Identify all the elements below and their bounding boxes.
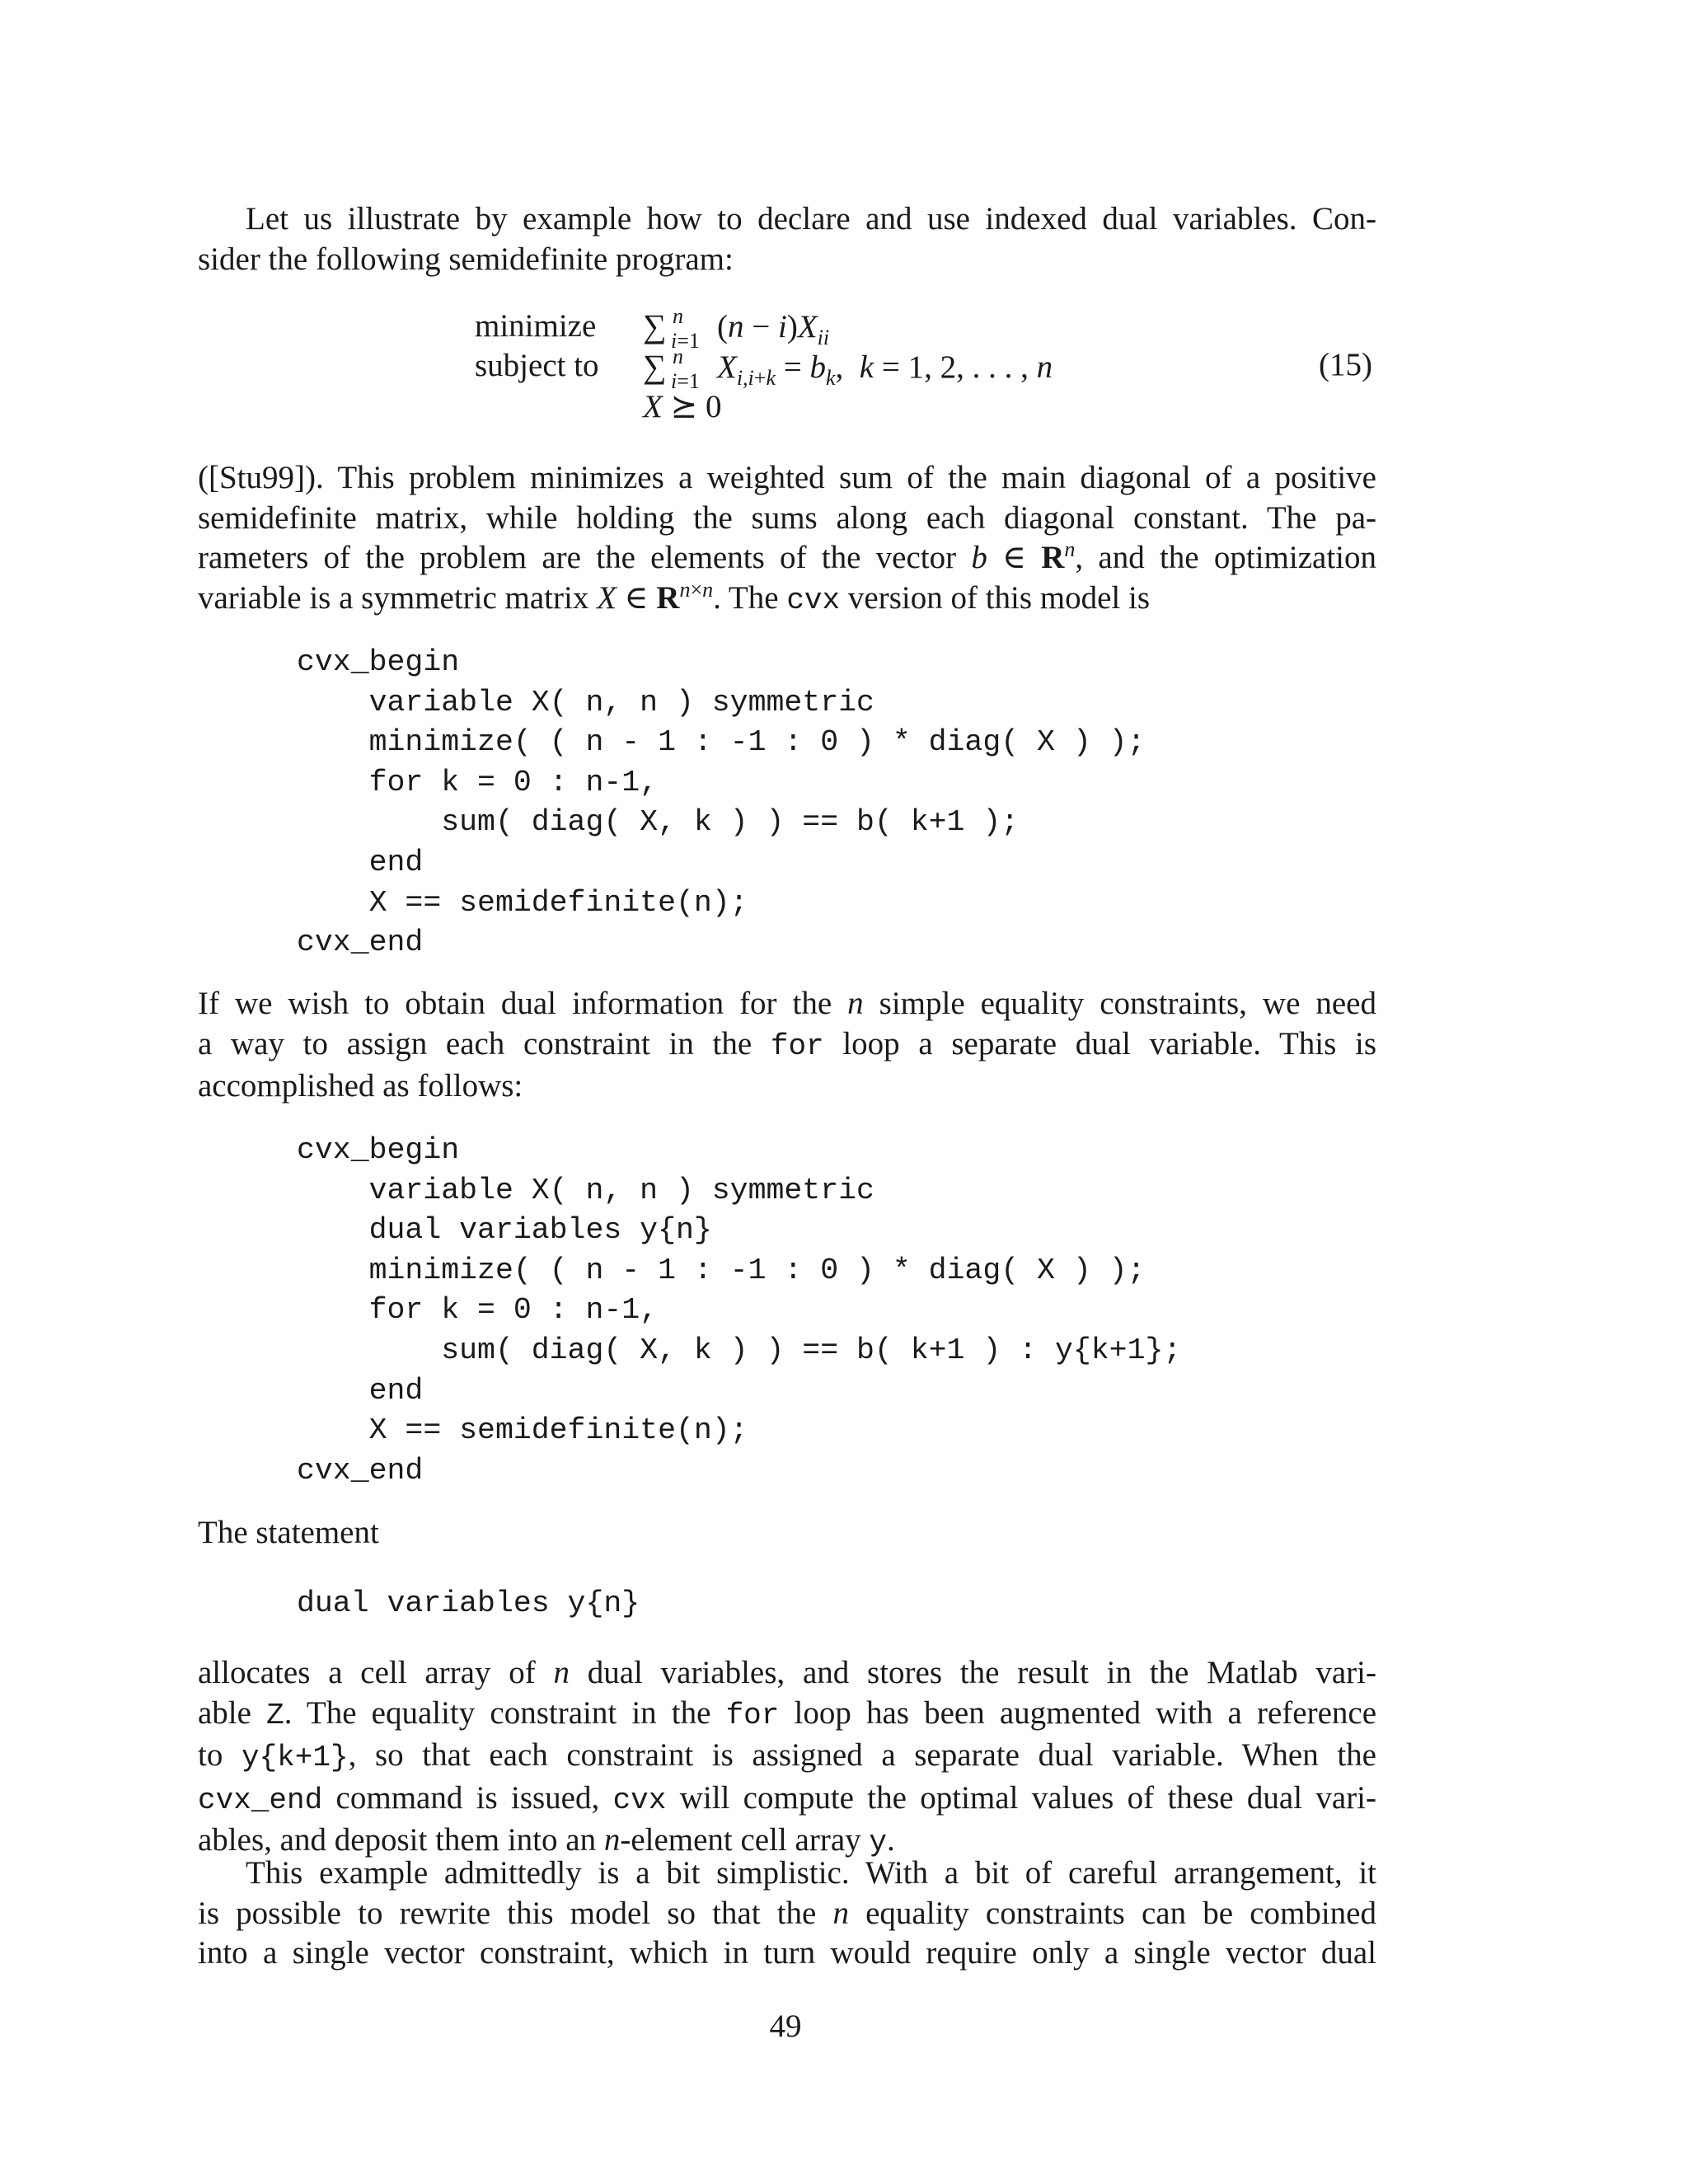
text-line: ables, and deposit them into an n-element cell array y. xyxy=(198,1822,895,1859)
summation-symbol: ∑ n i=1 xyxy=(643,344,700,393)
code-line: end xyxy=(297,1373,424,1408)
summation-symbol: ∑ n i=1 xyxy=(643,304,700,353)
equation-body xyxy=(643,304,1053,427)
text-line: This example admittedly is a bit simplistic. With a bit of careful arrangement, it xyxy=(246,1855,1376,1891)
objective-expression: ∑ n i=1 $(n - i)X_{ii}$ xyxy=(643,304,830,353)
text-line: ([Stu99]). This problem minimizes a weighted sum of the main diagonal of a positive xyxy=(198,460,1376,495)
text-line: allocates a cell array of n dual variables, and stores the result in the Matlab vari- xyxy=(198,1655,1376,1690)
constraint-label: subject to xyxy=(475,348,599,383)
statement-paragraph xyxy=(198,1513,1376,1554)
code-line: variable X( n, n ) symmetric xyxy=(297,1173,874,1207)
code-line: for k = 0 : n-1, xyxy=(297,1293,659,1328)
code-line: for k = 0 : n-1, xyxy=(297,765,659,799)
closing-paragraph xyxy=(198,1854,1376,1974)
text-line: able Z. The equality constraint in the for loop has been augmented with a reference xyxy=(198,1694,1377,1732)
psd-constraint: X ⪰ 0 xyxy=(643,389,722,424)
text-line: accomplished as follows: xyxy=(198,1068,523,1104)
constraint-expression: ∑ n i=1 $X_{i,i+k} = b_k$, k = 1, 2, . . . , n xyxy=(643,344,1053,393)
code-line: minimize( ( n - 1 : -1 : 0 ) * diag( X ) ); xyxy=(297,725,1146,760)
code-line: cvx_end xyxy=(297,1453,424,1488)
code-line: dual variables y{n} xyxy=(297,1586,640,1620)
code-line: X == semidefinite(n); xyxy=(297,885,748,920)
code-block-model xyxy=(297,643,1145,963)
text-line: into a single vector constraint, which in turn would require only a single vector dual xyxy=(198,1935,1376,1971)
equation-labels xyxy=(475,307,599,386)
code-line: minimize( ( n - 1 : -1 : 0 ) * diag( X ) ); xyxy=(297,1253,1146,1287)
text-line: The statement xyxy=(198,1515,379,1550)
objective-label: minimize xyxy=(475,308,597,344)
code-line: cvx_begin xyxy=(297,645,460,679)
code-line: X == semidefinite(n); xyxy=(297,1413,748,1448)
equation-number: (15) xyxy=(1319,347,1372,382)
text-line: cvx_end command is issued, cvx will compute the optimal values of these dual vari- xyxy=(198,1779,1376,1817)
code-line: cvx_end xyxy=(297,926,424,960)
code-block-dual xyxy=(297,1131,1181,1491)
code-line: sum( diag( X, k ) ) == b( k+1 ) : y{k+1}; xyxy=(297,1333,1182,1367)
text-line: is possible to rewrite this model so that the n equality constraints can be combined xyxy=(198,1895,1376,1931)
code-line: end xyxy=(297,845,424,879)
code-line: variable X( n, n ) symmetric xyxy=(297,685,874,719)
explanation-paragraph xyxy=(198,1653,1376,1863)
text-line: sider the following semidefinite program: xyxy=(198,241,734,277)
text-line: to y{k+1}, so that each constraint is assigned a separate dual variable. When the xyxy=(198,1737,1376,1774)
code-line: dual variables y{n} xyxy=(297,1213,712,1248)
text-line: a way to assign each constraint in the for loop a separate dual variable. This is xyxy=(198,1025,1376,1063)
code-line: cvx_begin xyxy=(297,1133,460,1167)
page-number: 49 xyxy=(769,2008,802,2044)
code-block-statement xyxy=(297,1584,640,1624)
text-line: Let us illustrate by example how to declare and use indexed dual variables. Con- xyxy=(246,201,1376,237)
text-line: rameters of the problem are the elements of the vector b ∈ $R^n$, and the optimization xyxy=(198,537,1377,575)
description-paragraph xyxy=(198,458,1376,621)
text-line: variable is a symmetric matrix X ∈ $R^{n\times n}$. The cvx version of this model is xyxy=(198,577,1151,617)
text-line: If we wish to obtain dual information for the n simple equality constraints, we need xyxy=(198,986,1376,1021)
dual-info-paragraph xyxy=(198,984,1376,1107)
code-line: sum( diag( X, k ) ) == b( k+1 ); xyxy=(297,805,1020,840)
intro-paragraph xyxy=(198,199,1376,279)
text-line: semidefinite matrix, while holding the sums along each diagonal constant. The pa- xyxy=(198,499,1376,536)
